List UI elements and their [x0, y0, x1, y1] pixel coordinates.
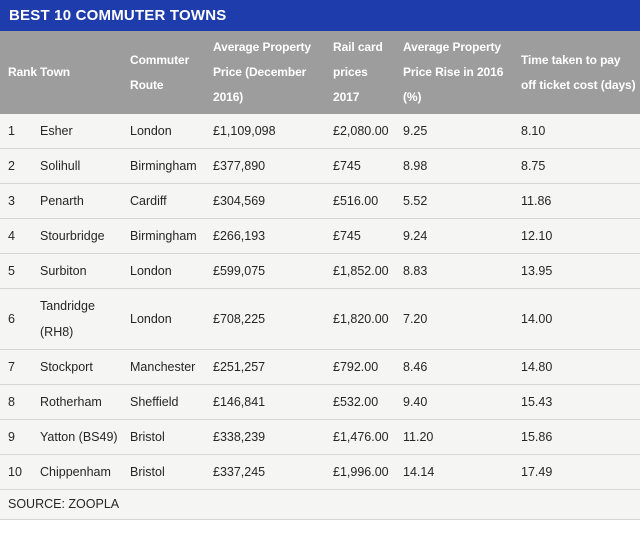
cell-price: £708,225: [205, 289, 325, 350]
cell-rail: £1,476.00: [325, 420, 395, 455]
cell-price: £1,109,098: [205, 114, 325, 149]
cell-rank: 6: [0, 289, 32, 350]
table-header: [0, 31, 640, 114]
cell-days: 15.43: [513, 385, 640, 420]
table-row: [0, 149, 640, 184]
cell-price: £337,245: [205, 455, 325, 490]
cell-days: 11.86: [513, 184, 640, 219]
cell-rail: £1,820.00: [325, 289, 395, 350]
cell-rank: 7: [0, 350, 32, 385]
cell-rise: 8.46: [395, 350, 513, 385]
cell-rank: 10: [0, 455, 32, 490]
column-header-route: Commuter Route: [122, 31, 205, 114]
cell-route: Birmingham: [122, 219, 205, 254]
cell-route: Sheffield: [122, 385, 205, 420]
cell-rise: 8.98: [395, 149, 513, 184]
cell-town: Stockport: [32, 350, 122, 385]
column-header-town: Town: [32, 31, 122, 114]
cell-route: Cardiff: [122, 184, 205, 219]
cell-town: Solihull: [32, 149, 122, 184]
source-label: SOURCE: ZOOPLA: [0, 490, 640, 520]
cell-days: 14.00: [513, 289, 640, 350]
cell-days: 13.95: [513, 254, 640, 289]
table-body: [0, 114, 640, 490]
cell-rise: 8.83: [395, 254, 513, 289]
column-header-days: Time taken to pay off ticket cost (days): [513, 31, 640, 114]
cell-rise: 9.24: [395, 219, 513, 254]
cell-rail: £792.00: [325, 350, 395, 385]
table-row: [0, 385, 640, 420]
cell-rise: 14.14: [395, 455, 513, 490]
cell-price: £338,239: [205, 420, 325, 455]
cell-rail: £745: [325, 219, 395, 254]
cell-price: £266,193: [205, 219, 325, 254]
page-title: BEST 10 COMMUTER TOWNS: [0, 0, 640, 31]
cell-days: 14.80: [513, 350, 640, 385]
cell-rank: 4: [0, 219, 32, 254]
column-header-rise: Average Property Price Rise in 2016 (%): [395, 31, 513, 114]
table-row: [0, 219, 640, 254]
cell-route: Bristol: [122, 455, 205, 490]
cell-rank: 2: [0, 149, 32, 184]
cell-town: Chippenham: [32, 455, 122, 490]
cell-town: Esher: [32, 114, 122, 149]
table-row: [0, 184, 640, 219]
cell-rank: 5: [0, 254, 32, 289]
column-header-rail: Rail card prices 2017: [325, 31, 395, 114]
cell-price: £146,841: [205, 385, 325, 420]
cell-rank: 8: [0, 385, 32, 420]
cell-route: London: [122, 114, 205, 149]
data-table: [0, 31, 640, 520]
cell-town: Tandridge (RH8): [32, 289, 122, 350]
cell-town: Yatton (BS49): [32, 420, 122, 455]
cell-rise: 9.40: [395, 385, 513, 420]
cell-rank: 3: [0, 184, 32, 219]
table-row: [0, 114, 640, 149]
cell-route: Bristol: [122, 420, 205, 455]
cell-town: Rotherham: [32, 385, 122, 420]
table-footer: [0, 490, 640, 520]
table-row: [0, 455, 640, 490]
cell-price: £251,257: [205, 350, 325, 385]
column-header-rank: Rank: [0, 31, 32, 114]
column-header-price: Average Property Price (December 2016): [205, 31, 325, 114]
cell-rail: £1,996.00: [325, 455, 395, 490]
table-row: [0, 350, 640, 385]
cell-rank: 1: [0, 114, 32, 149]
header-row: [0, 31, 640, 114]
cell-rise: 11.20: [395, 420, 513, 455]
cell-price: £599,075: [205, 254, 325, 289]
cell-days: 15.86: [513, 420, 640, 455]
cell-town: Surbiton: [32, 254, 122, 289]
cell-rail: £745: [325, 149, 395, 184]
cell-rail: £1,852.00: [325, 254, 395, 289]
cell-route: Manchester: [122, 350, 205, 385]
table-row: [0, 254, 640, 289]
table-row: [0, 420, 640, 455]
source-row: [0, 490, 640, 520]
cell-days: 12.10: [513, 219, 640, 254]
cell-rail: £532.00: [325, 385, 395, 420]
cell-town: Penarth: [32, 184, 122, 219]
cell-town: Stourbridge: [32, 219, 122, 254]
table-row: [0, 289, 640, 350]
cell-rise: 5.52: [395, 184, 513, 219]
cell-days: 8.10: [513, 114, 640, 149]
cell-rise: 9.25: [395, 114, 513, 149]
cell-rank: 9: [0, 420, 32, 455]
cell-rail: £516.00: [325, 184, 395, 219]
cell-price: £377,890: [205, 149, 325, 184]
cell-days: 17.49: [513, 455, 640, 490]
cell-route: London: [122, 289, 205, 350]
cell-days: 8.75: [513, 149, 640, 184]
cell-route: Birmingham: [122, 149, 205, 184]
cell-rise: 7.20: [395, 289, 513, 350]
cell-price: £304,569: [205, 184, 325, 219]
cell-rail: £2,080.00: [325, 114, 395, 149]
cell-route: London: [122, 254, 205, 289]
